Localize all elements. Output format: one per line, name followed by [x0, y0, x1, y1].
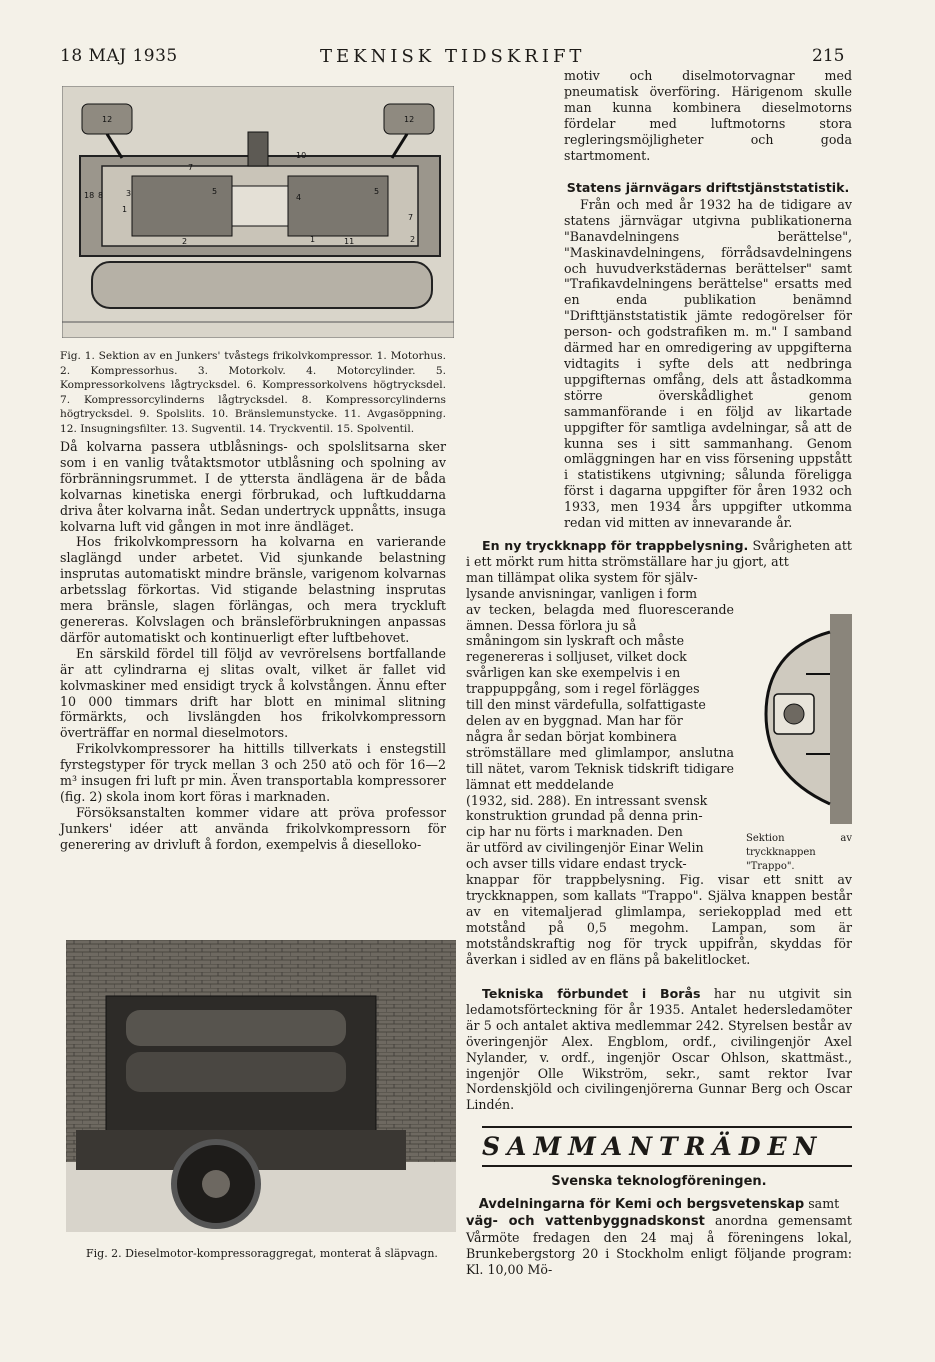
avdelningar-heading: Avdelningarna för Kemi och bergsvetenskap — [478, 1197, 805, 1212]
svenska-teknologforeningen-heading: Svenska teknologföreningen. — [551, 1174, 767, 1189]
paragraph: motiv och diselmotorvagnar med pneumatisk överföring. Härigenom skulle man kunna kombinera dieselmotorns fördelar med luftmotorns stora regleringsmöjligheter och goda startmoment. — [564, 68, 852, 163]
fig1-label: 10 — [296, 151, 307, 160]
fig1-label: 7 — [188, 163, 194, 172]
figure-3-switch-section — [746, 614, 852, 824]
paragraph-line: och avser tills vidare endast tryck- — [466, 856, 687, 872]
paragraph: En särskild fördel till följd av vevrörelsens bortfallande är att cylindrarna ej slitas ovalt, vilket är fallet vid kolvmaskiner med ensidigt tryck å kolvstången. Ännu efter 10 000 timmars drift har blott en minimal slitning förmärkts, och livslängden hos frikolvkompressorn överträffar en normal dieselmotors. — [60, 645, 446, 741]
switch-section-drawing — [746, 614, 852, 824]
paragraph-line: till den minst värdefulla, solfattigaste — [466, 697, 706, 713]
figure-1-compressor-section — [62, 86, 454, 338]
right-intro — [564, 68, 852, 163]
section-boras — [466, 986, 852, 1113]
paragraph-line: cip har nu förts i marknaden. Den — [466, 824, 683, 840]
fig1-label: 1 — [310, 235, 316, 244]
avdelningarna-section — [466, 1196, 852, 1278]
fig1-label: 7 — [408, 213, 414, 222]
paragraph: Försöksanstalten kommer vidare att pröva professor Junkers' idéer att använda frikolvkompressorn för generering av drivluft å fordon, exempelvis å dieselloko- — [60, 804, 446, 852]
paragraph-line: småningom sin lyskraft och måste — [466, 633, 685, 649]
paragraph-line: delen av en byggnad. Man har för — [466, 712, 683, 728]
section-heading: Tekniska förbundet i Borås — [482, 986, 701, 1001]
left-column-text — [60, 439, 446, 853]
fig1-label: 12 — [404, 115, 415, 124]
paragraph: har nu utgivit sin ledamotsförteckning för år 1935. Antalet hedersledamöter är 5 och antalet aktiva medlemmar 242. Styrelsen består av överingenjör Alex. Engblom, ordf., civilingenjör Axel Nylander, v. ordf., ingenjör Oscar Ohlson, skattmäst., ingenjör Olle Wikström, sekr., samt rektor Ivar Nordenskjöld och civilingenjörerna Gunnar Berg och Oscar Lindén. — [466, 986, 852, 1113]
fig1-label: 8 — [98, 191, 104, 200]
fig1-label: 2 — [182, 237, 188, 246]
word: samt — [808, 1196, 840, 1211]
fig1-label: 4 — [296, 193, 302, 202]
paragraph: anordna gemensamt Vårmöte fredagen den 24 maj å föreningens lokal, Brunkebergstorg 20 i Stockholm enligt följande program: Kl. 10,00 Mö- — [466, 1212, 852, 1277]
fig1-label: 1 — [122, 205, 128, 214]
sammantraden-heading: SAMMANTRÄDEN — [482, 1126, 852, 1167]
paragraph-line: svårligen kan ske exempelvis i en — [466, 665, 681, 681]
journal-title: TEKNISK TIDSKRIFT — [320, 46, 586, 67]
page-number: 215 — [812, 46, 845, 66]
paragraph: knappar för trappbelysning. Fig. visar ett snitt av tryckknappen, som kallats "Trappo". Själva knappen består av en vitemaljerad glimlampa, seriekopplad med ett motstånd på 0,5 megohm. Lampan, som är motståndskraftig nog för tryck uppifrån, skyddas för åverkan i sidled av en fläns på bakelitlocket. — [466, 872, 852, 967]
paragraph: Frikolvkompressorer ha hittills tillverkats i enstegstill fyrstegstyper för tryck mellan 3 och 250 atö och för 16—2 m³ insugen fri luft pr min. Även transportabla kompressorer (fig. 2) skola inom kort föras i marknaden. — [60, 741, 446, 804]
paragraph: Då kolvarna passera utblåsnings- och spolslitsarna sker som i en vanlig tvåtaktsmotor utblåsning och spolning av förbränningsrummet. I de yttersta ändlägena är de båda kolvarnas kinetiska energi förbrukad, och luftkuddarna driva åter kolvarna inåt. Sedan undertryck uppnåtts, insuga kolvarna luft vid gången in mot inre ändläget. — [60, 439, 446, 534]
section-heading: Statens järnvägars driftstjänststatistik. — [566, 180, 850, 195]
fig1-label: 5 — [374, 187, 380, 196]
fig1-label: 12 — [102, 115, 113, 124]
paragraph-line: regenereras i solljuset, vilket dock — [466, 649, 687, 665]
fig1-label: 3 — [126, 189, 132, 198]
paragraph-line: man tillämpat olika system för själv- — [466, 569, 698, 585]
paragraph-line: är utförd av civilingenjör Einar Welin — [466, 840, 704, 856]
fig1-label: 11 — [344, 237, 355, 246]
fig1-label: 18 — [84, 191, 95, 200]
paragraph: Från och med år 1932 ha de tidigare av statens järnvägar utgivna publikationerna "Banavdelningens berättelse", "Maskinavdelningens, förrådsavdelningens och huvudverkstädernas berättelser" samt "Trafikavdelningens berättelse" ersatts med en enda publikation benämnd "Drifttjänststatistik jämte redogörelser för person- och godstrafiken m. m." I samband därmed har en omredigering av uppgifterna vidtagits i syfte dels att nedbringa uppgifternas omfång, dels att åstadkomma större överskådlighet genom sammanförande i en följd av likartade uppgifter för samtliga avdelningar, så att de kunna ses i sitt sammanhang. Genom omläggningen har en viss försening uppstått i statistikens utgivning; sålunda föreligga först i dagarna uppgifter för åren 1932 och 1933, men 1934 års uppgifter utkomma redan vid mitten av innevarande år. — [564, 196, 852, 531]
paragraph-line: konstruktion grundad på denna prin- — [466, 808, 703, 824]
paragraph-line: Svårigheten att i ett mörkt rum hitta strömställare har ju gjort, att — [466, 538, 852, 569]
avdelningar-heading: väg- och vattenbyggnadskonst — [466, 1213, 705, 1229]
paragraph-line: trappuppgång, som i regel förlägges — [466, 681, 700, 697]
paragraph-line: strömställare med glimlampor, anslutna till nätet, varom Teknisk tidskrift tidigare lämnat ett meddelande — [466, 744, 734, 792]
section-sj-statistik — [564, 180, 852, 531]
figure-2-photo — [66, 940, 456, 1232]
paragraph-line: lysande anvisningar, vanligen i form — [466, 585, 698, 601]
fig1-label: 2 — [410, 235, 416, 244]
figure-3-caption: Sektion av tryckknappen "Trappo". — [746, 833, 852, 872]
paragraph-line: av tecken, belagda med fluorescerande ämnen. Dessa förlora ju så — [466, 601, 734, 633]
figure-2-caption: Fig. 2. Dieselmotor-kompressoraggregat, monterat å släpvagn. — [86, 1247, 438, 1260]
figure-1-caption: Fig. 1. Sektion av en Junkers' tvåstegs frikolvkompressor. 1. Motorhus. 2. Kompressorhus. 3. Motorkolv. 4. Motorcylinder. 5. Kompressorkolvens lågtrycksdel. 6. Kompressorkolvens högtrycksdel. 7. Kompressorcylinderns lågtrycksdel. 8. Kompressorcylinderns högtrycksdel. 9. Spolslits. 10. Bränslemunstycke. 11. Avgasöppning. 12. Insugningsfilter. 13. Sugventil. 14. Tryckventil. 15. Spolventil. — [60, 350, 446, 435]
issue-date: 18 MAJ 1935 — [60, 46, 178, 66]
section-heading: En ny tryckknapp för trappbelysning. — [482, 538, 749, 553]
fig1-label: 5 — [212, 187, 218, 196]
paragraph-line: (1932, sid. 288). En intressant svensk — [466, 792, 708, 808]
paragraph: Hos frikolvkompressorn ha kolvarna en varierande slaglängd under arbetet. Vid sjunkande belastning insprutas automatiskt mindre bränsle, varigenom kolvarnas arbetsslag förkortas. Vid stigande belastning insprutas mera bränsle, slagen förlängas, och mera tryckluft genereras. Kolvslagen och bränsleförbrukningen anpassas därför automatiskt och kontinuerligt efter luftbehovet. — [60, 534, 446, 645]
compressor-section-drawing — [62, 86, 454, 338]
compressor-trailer-photo — [66, 940, 456, 1232]
paragraph-line: några år sedan börjat kombinera — [466, 728, 677, 744]
